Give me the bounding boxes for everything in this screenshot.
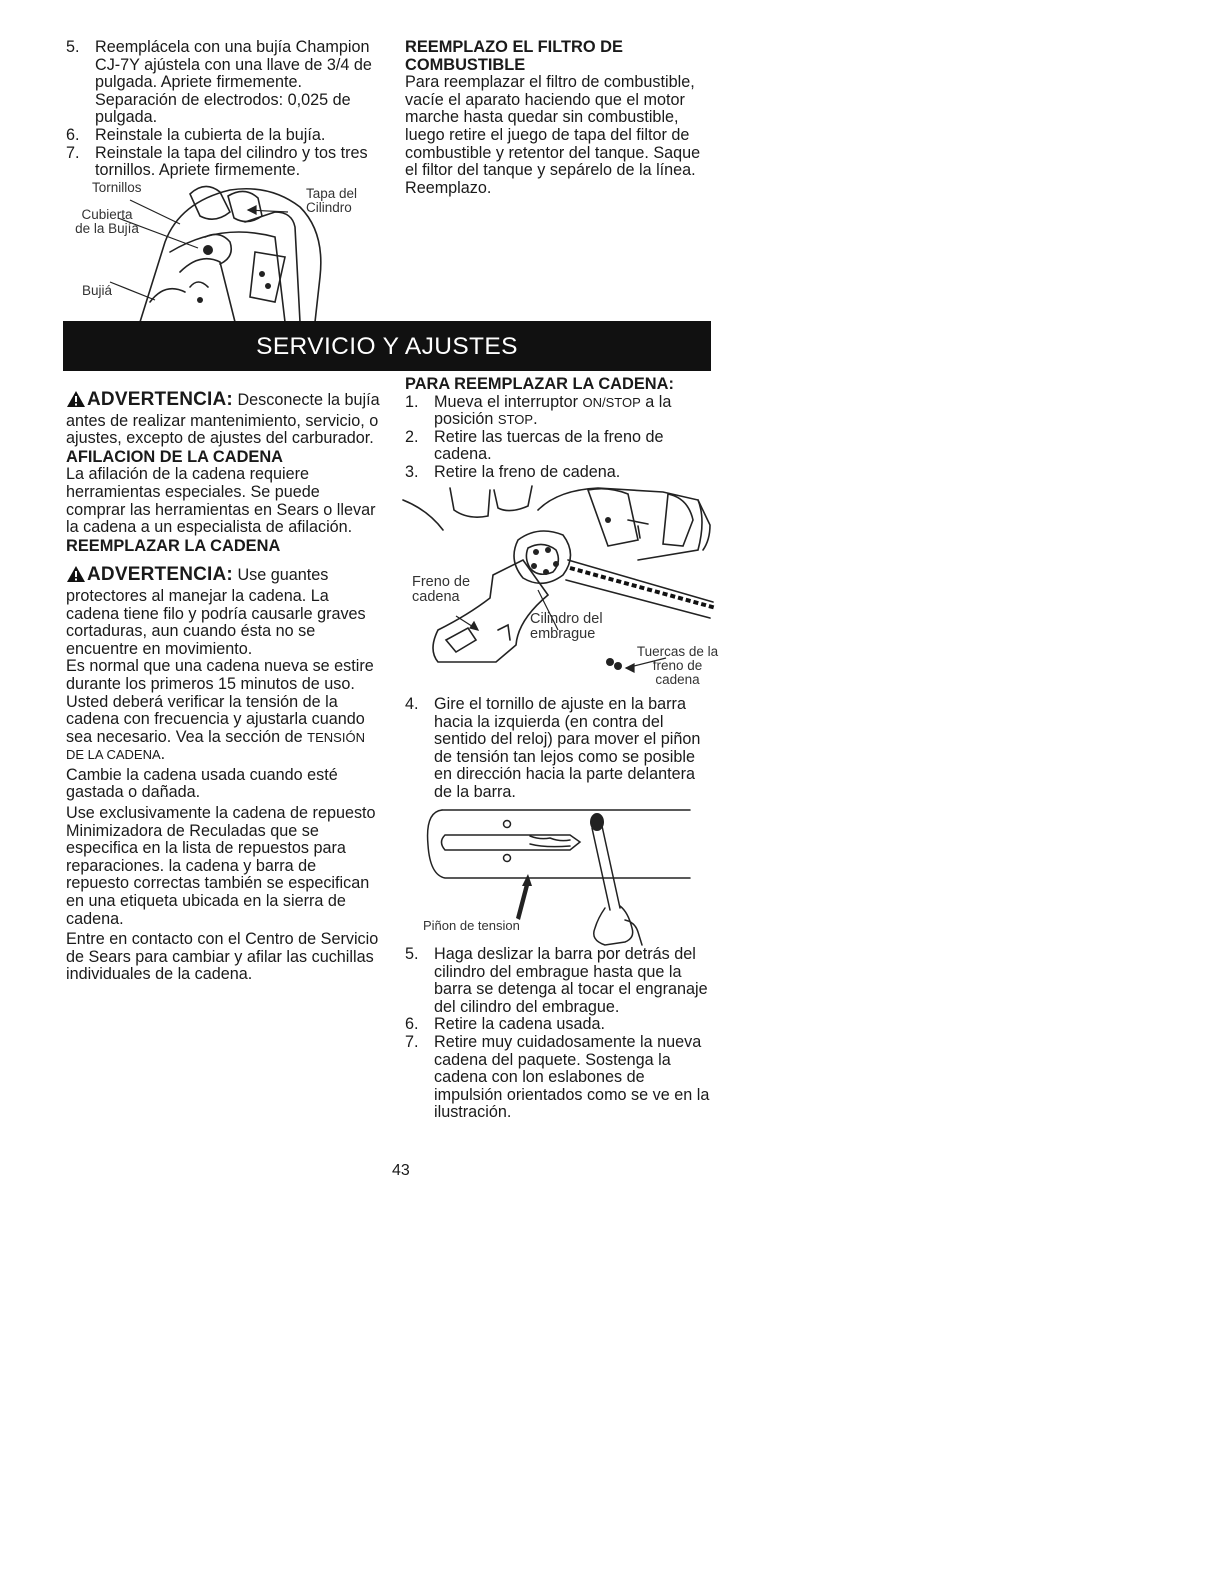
list-item <box>66 145 386 180</box>
replacement-chain-text: Use exclusivamente la cadena de repuesto Minimizadora de Reculadas que se especifica en la lista de repuestos para reparaciones. la cadena y barra de repuesto correctas también se especifican en una etiqueta ubicada en la sierra de cadena. <box>66 804 376 928</box>
service-center-text: Entre en contacto con el Centro de Servicio de Sears para cambiar y afilar las cuchillas individuales de la cadena. <box>66 930 379 984</box>
top-right-column <box>405 39 715 197</box>
label-tapa-del-cilindro: Tapa del Cilindro <box>306 186 358 215</box>
right-column-step4 <box>405 696 717 802</box>
left-column <box>66 390 382 984</box>
warning-text: Use guantes protectores al manejar la cadena. La cadena tiene filo y podría causarle graves cortaduras, aun cuando ésta no se encuentre en movimiento. <box>66 566 366 658</box>
warning-icon <box>66 565 86 588</box>
step-number: 3. <box>405 462 419 481</box>
step-text: Reinstale la tapa del cilindro y tos tres tornillos. Apriete firmemente. <box>95 143 368 180</box>
label-bujia: Bujiá <box>82 283 113 298</box>
label-cubierta-de-la-bujia: Cubierta de la Bujía <box>75 207 139 236</box>
step-number: 4. <box>405 695 419 713</box>
chain-stretch-text <box>66 658 382 764</box>
chain-stretch-text-post: . <box>160 745 166 764</box>
label-cilindro-del-embrague: Cilindro del embrague <box>530 611 603 642</box>
warning-disconnect <box>66 390 382 448</box>
label-tuercas-de-la-freno: Tuercas de la freno de cadena <box>636 644 719 687</box>
spark-plug-illustration <box>70 182 330 322</box>
step-text: Retire la freno de cadena. <box>434 462 621 481</box>
label-pinon-de-tension: Piñon de tension <box>423 918 520 933</box>
step-text: Retire muy cuidadosamente la nueva cadena del paquete. Sostenga la cadena con lon eslabones de impulsión orientados como se ve en la ilustración. <box>434 1032 710 1122</box>
warning-title: ADVERTENCIA: <box>87 389 233 410</box>
warning-text: Desconecte la bujía antes de realizar mantenimiento, servicio, o ajustes, excepto de ajustes del carburador. <box>66 391 380 448</box>
step-text: Mueva el interruptor <box>434 392 578 411</box>
step-number: 1. <box>405 392 419 411</box>
replace-chain-heading: PARA REEMPLAZAR LA CADENA: <box>405 375 674 393</box>
right-column-bottom <box>405 946 717 1122</box>
step-text: a la posición <box>434 392 672 429</box>
label-tornillos: Tornillos <box>92 180 142 195</box>
step-text: Retire las tuercas de la freno de cadena. <box>434 427 664 464</box>
top-left-column <box>66 39 386 180</box>
step-text: Retire la cadena usada. <box>434 1015 605 1034</box>
label-freno-de-cadena: Freno de cadena <box>412 574 471 605</box>
warning-title: ADVERTENCIA: <box>87 564 233 586</box>
spark-plug-steps <box>66 39 386 180</box>
page-number: 43 <box>392 1162 410 1179</box>
step-number: 2. <box>405 427 419 446</box>
list-item <box>405 1016 717 1034</box>
list-item <box>405 464 717 482</box>
list-item <box>66 39 386 127</box>
step-number: 7. <box>405 1032 419 1051</box>
step-text: Reinstale la cubierta de la bujía. <box>95 125 326 144</box>
replace-chain-steps-b <box>405 946 717 1122</box>
chain-tension-reference: TENSIÓN DE LA CADENA <box>66 729 365 763</box>
list-item <box>405 1034 717 1122</box>
warning-gloves <box>66 565 382 658</box>
stop-label: STOP <box>497 412 534 428</box>
fuel-filter-text: Para reemplazar el filtro de combustible, vacíe el aparato haciendo que el motor marche hasta quedar sin combustible, luego retire el juego de tapa del filtor de combustible y retentor del tanque. Saque el filtor del tanque y sepárelo de la línea. Reemplazo. <box>405 73 701 197</box>
replace-chain-steps-a <box>405 394 717 482</box>
step-text: Reemplácela con una bujía Champion CJ-7Y ajústela con una llave de 3/4 de pulgada. Apriete firmemente. Separación de electrodos: 0,025 de pulgada. <box>95 38 372 127</box>
step-text: Haga deslizar la barra por detrás del cilindro del embrague hasta que la barra se detenga al tocar el engranaje del cilindro del embrague. <box>434 945 708 1016</box>
reemplazar-heading: REEMPLAZAR LA CADENA <box>66 536 281 555</box>
step-number: 6. <box>66 125 80 144</box>
switch-label: ON/STOP <box>582 394 641 410</box>
warning-icon <box>66 390 86 413</box>
step-text: Gire el tornillo de ajuste en la barra hacia la izquierda (en contra del sentido del reloj) para mover el piñon de tensión tan lejos como se posible en dirección hacia la parte delantera de la barra. <box>434 695 701 801</box>
step-number: 5. <box>405 945 419 963</box>
replace-chain-step-4 <box>405 696 717 802</box>
afilacion-text: La afilación de la cadena requiere herramientas especiales. Se puede comprar las herramientas en Sears o llevar la cadena a un especialista de afilación. <box>66 465 376 537</box>
list-item <box>66 127 386 145</box>
step-number: 7. <box>66 143 80 162</box>
list-item <box>405 429 717 464</box>
list-item <box>405 696 717 802</box>
right-column-top <box>405 376 717 482</box>
afilacion-heading: AFILACION DE LA CADENA <box>66 447 284 466</box>
fuel-filter-heading: REEMPLAZO EL FILTRO DE COMBUSTIBLE <box>405 38 623 74</box>
replace-worn-text: Cambie la cadena usada cuando esté gastada o dañada. <box>66 765 338 802</box>
step-text: . <box>533 410 538 429</box>
list-item <box>405 946 717 1016</box>
step-number: 5. <box>66 38 80 56</box>
list-item <box>405 394 717 429</box>
section-banner: SERVICIO Y AJUSTES <box>63 321 711 371</box>
step-number: 6. <box>405 1015 419 1034</box>
chain-stretch-text-pre: Es normal que una cadena nueva se estire durante los primeros 15 minutos de uso. Usted deberá verificar la tensión de la cadena con frecuencia y ajustarla cuando sea necesario. Vea la sección de <box>66 657 374 746</box>
